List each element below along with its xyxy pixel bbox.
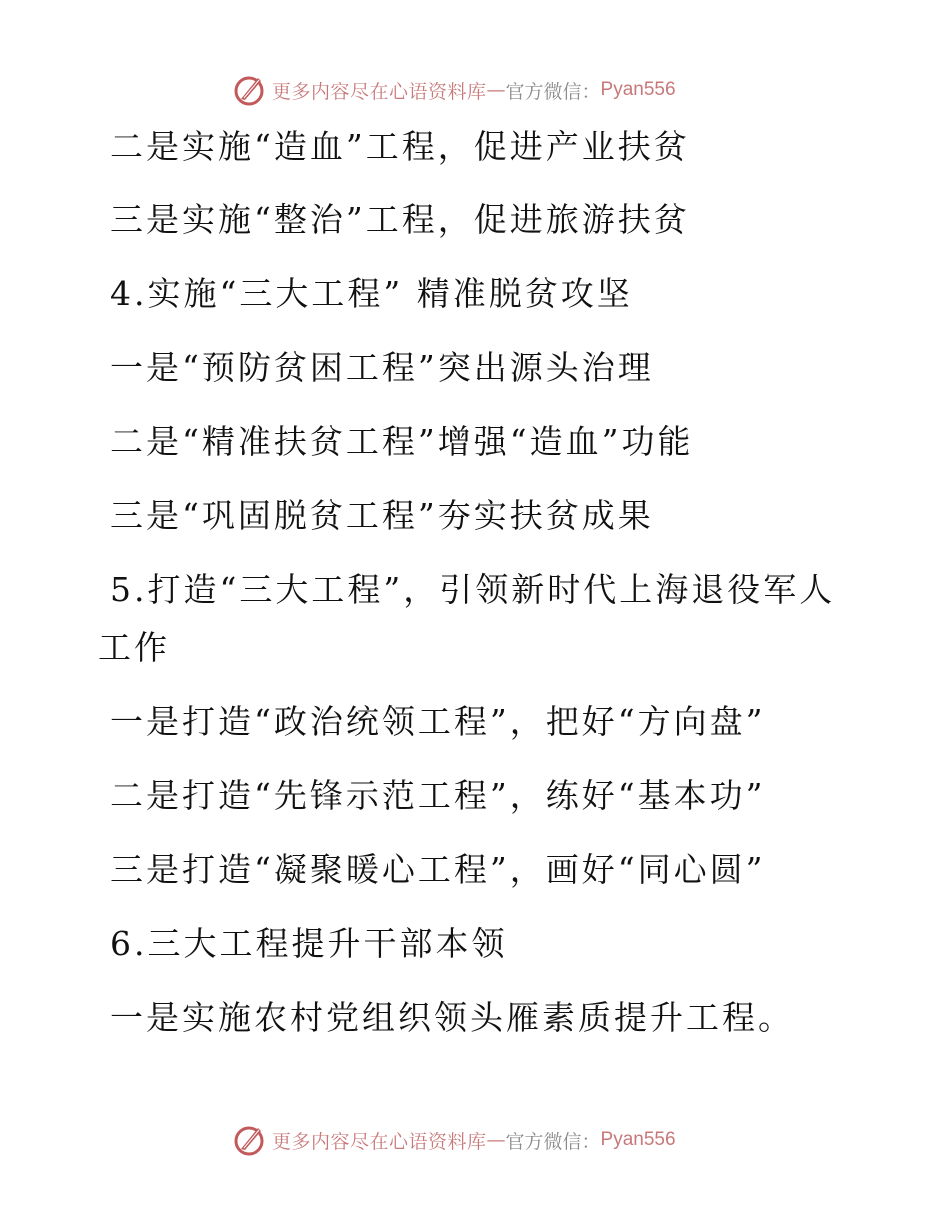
text-line: 三是“巩固脱贫工程”夯实扶贫成果 <box>110 496 654 535</box>
text-line: 二是“精准扶贫工程”增强“造血”功能 <box>110 422 694 461</box>
text-line: 二是打造“先锋示范工程”，练好“基本功” <box>110 776 766 815</box>
section-heading: 4.实施“三大工程” 精准脱贫攻坚 <box>110 274 633 313</box>
watermark-wechat-label: 官方微信： <box>505 80 601 103</box>
watermark-wechat-id: Pyan556 <box>600 79 676 100</box>
feather-pen-circle-icon <box>232 1122 268 1158</box>
text-line: 一是实施农村党组织领头雁素质提升工程。 <box>110 998 794 1037</box>
section-heading-continuation: 工作 <box>98 628 170 667</box>
watermark-separator: — <box>486 79 506 101</box>
text-line: 一是“预防贫困工程”突出源头治理 <box>110 348 654 387</box>
watermark-wechat-id: Pyan556 <box>600 1129 676 1150</box>
text-line: 三是打造“凝聚暖心工程”，画好“同心圆” <box>110 850 766 889</box>
watermark-footer <box>232 1120 676 1160</box>
text-line: 一是打造“政治统领工程”，把好“方向盘” <box>110 702 766 741</box>
watermark-header <box>232 70 676 110</box>
watermark-text: 更多内容尽在心语资料库 <box>272 1130 487 1153</box>
watermark-text: 更多内容尽在心语资料库 <box>272 80 487 103</box>
watermark-separator: — <box>486 1129 506 1151</box>
section-heading: 6.三大工程提升干部本领 <box>110 924 508 963</box>
watermark-wechat-label: 官方微信： <box>505 1130 601 1153</box>
section-heading: 5.打造“三大工程”，引领新时代上海退役军人 <box>110 570 836 609</box>
feather-pen-circle-icon <box>232 72 268 108</box>
text-line: 二是实施“造血”工程，促进产业扶贫 <box>110 127 690 166</box>
text-line: 三是实施“整治”工程，促进旅游扶贫 <box>110 200 690 239</box>
